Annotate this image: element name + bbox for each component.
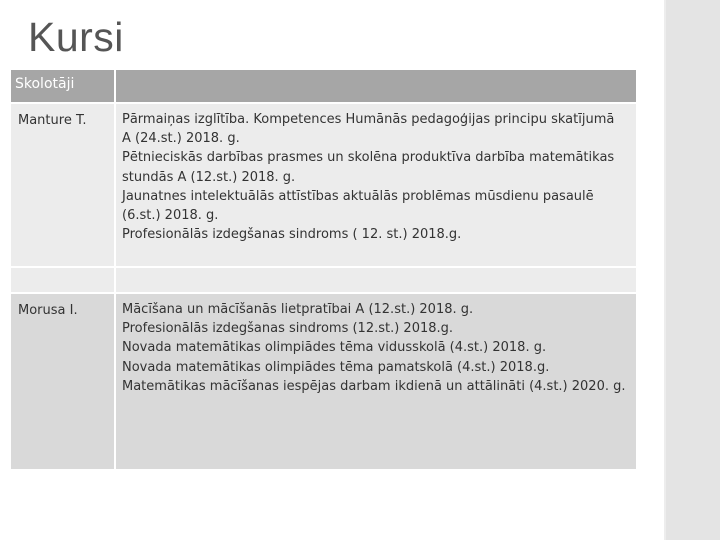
teacher-name: Morusa I. <box>18 303 78 318</box>
teacher-name: Manture T. <box>18 113 87 128</box>
courses-table <box>9 68 638 471</box>
course-item: Mācīšana un mācīšanās lietpratībai A (12.st.) 2018. g. <box>122 302 474 317</box>
course-item: Pētnieciskās darbības prasmes un skolēna produktīva darbība matemātikas stundās A (12.st.) 2018. g. <box>122 150 615 185</box>
table-row-empty <box>10 267 637 293</box>
header-cell-teachers: Skolotāji <box>10 69 115 103</box>
table-header-row <box>10 69 637 103</box>
course-list <box>116 104 636 244</box>
slide-title: Kursi <box>28 14 124 60</box>
course-list <box>116 294 636 396</box>
header-cell-courses <box>115 69 637 103</box>
course-item: Matemātikas mācīšanas iespējas darbam ikdienā un attālināti (4.st.) 2020. g. <box>122 378 626 394</box>
course-item: Jaunatnes intelektuālās attīstības aktuālās problēmas mūsdienu pasaulē (6.st.) 2018. g. <box>122 188 594 224</box>
course-item: Profesionālās izdegšanas sindroms ( 12. st.) 2018.g. <box>122 227 462 243</box>
decorative-side-band <box>666 0 720 540</box>
course-item: Pārmaiņas izglītība. Kompetences Humānās pedagoģijas principu skatījumā A (24.st.) 2018. g. <box>122 112 615 147</box>
table-row <box>10 103 637 267</box>
course-item: Novada matemātikas olimpiādes tēma vidusskolā (4.st.) 2018. g. <box>122 340 547 356</box>
course-item: Novada matemātikas olimpiādes tēma pamatskolā (4.st.) 2018.g. <box>122 359 550 375</box>
course-item: Profesionālās izdegšanas sindroms (12.st.) 2018.g. <box>122 321 454 337</box>
table-row <box>10 293 637 470</box>
